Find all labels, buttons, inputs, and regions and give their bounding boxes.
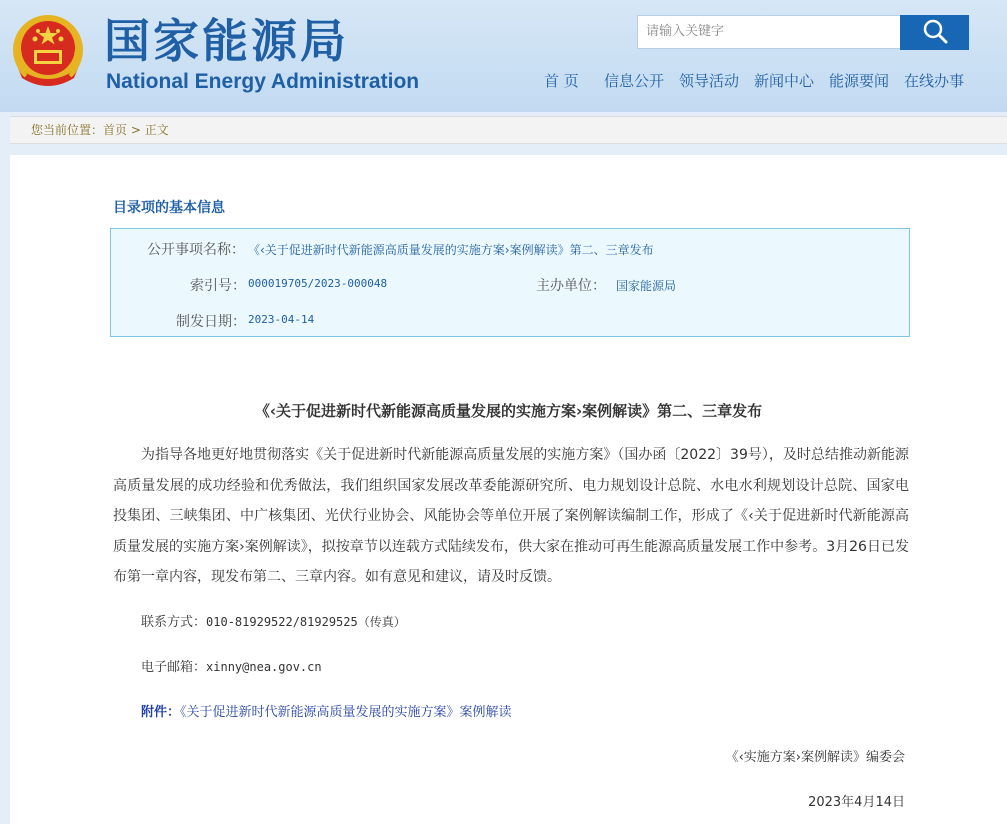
site-logo-cn: 国家能源局 [104, 14, 349, 68]
article-title: 《‹关于促进新时代新能源高质量发展的实施方案›案例解读》第二、三章发布 [254, 402, 763, 420]
nav-item-news[interactable]: 新闻中心 [754, 72, 815, 90]
email-value: xinny@nea.gov.cn [206, 660, 322, 674]
site-logo-en: National Energy Administration [106, 70, 420, 93]
email-line [141, 656, 322, 675]
catalog-date-value: 2023-04-14 [248, 313, 315, 326]
breadcrumb-separator: > [127, 123, 145, 137]
article-signature: 《‹实施方案›案例解读》编委会 [725, 750, 905, 765]
breadcrumb-home-link[interactable]: 首页 [103, 123, 128, 137]
nav-item-home[interactable]: 首 页 [544, 72, 579, 90]
search-button[interactable] [900, 15, 969, 50]
main-content [10, 155, 1007, 824]
catalog-info-box [110, 228, 910, 337]
contact-line [141, 611, 406, 630]
article-date: 2023年4月14日 [808, 795, 905, 810]
contact-label: 联系方式： [141, 615, 207, 630]
catalog-heading: 目录项的基本信息 [113, 200, 225, 216]
search-input[interactable]: 请输入关键字 [637, 15, 901, 49]
email-label: 电子邮箱： [141, 660, 207, 675]
site-header [0, 0, 1007, 112]
nav-item-leadership[interactable]: 领导活动 [679, 72, 740, 90]
breadcrumb-bar [10, 116, 1007, 144]
catalog-org-value: 国家能源局 [616, 279, 677, 293]
nav-item-info-disclosure[interactable]: 信息公开 [604, 72, 665, 90]
attachment-line [141, 701, 512, 720]
catalog-name-value: 《‹关于促进新时代新能源高质量发展的实施方案›案例解读》第二、三章发布 [248, 243, 654, 257]
catalog-index-value: 000019705/2023-000048 [248, 277, 388, 290]
catalog-name-label: 公开事项名称： [147, 242, 245, 258]
main-nav [0, 70, 1007, 92]
breadcrumb-current: 正文 [144, 123, 169, 137]
breadcrumb-prefix: 您当前位置： [31, 123, 104, 137]
catalog-org-label: 主办单位： [536, 278, 606, 294]
nav-item-online-services[interactable]: 在线办事 [904, 72, 965, 90]
search-icon [921, 17, 949, 49]
nav-item-energy-news[interactable]: 能源要闻 [829, 72, 890, 90]
catalog-date-label: 制发日期： [176, 314, 246, 330]
attachment-label: 附件： [141, 705, 181, 720]
attachment-link[interactable]: 《关于促进新时代新能源高质量发展的实施方案》案例解读 [180, 705, 512, 720]
contact-value: 010-81929522/81929525（传真） [206, 615, 406, 629]
catalog-index-label: 索引号： [190, 278, 246, 294]
breadcrumb [31, 117, 169, 143]
article-body: 为指导各地更好地贯彻落实《关于促进新时代新能源高质量发展的实施方案》（国办函〔2022〕39号），及时总结推动新能源高质量发展的成功经验和优秀做法，我们组织国家发展改革委能源研究所、电力规划设计总院、水电水利规划设计总院、国家电投集团、三峡集团、中广核集团、光伏行业协会、风能协会等单位开展了案例解读编制工作，形成了《‹关于促进新时代新能源高质量发展的实施方案›案例解读》，拟按章节以连载方式陆续发布，供大家在推动可再生能源高质量发展工作中参考。3月26日已发布第一章内容，现发布第二、三章内容。如有意见和建议，请及时反馈。 [113, 447, 909, 585]
